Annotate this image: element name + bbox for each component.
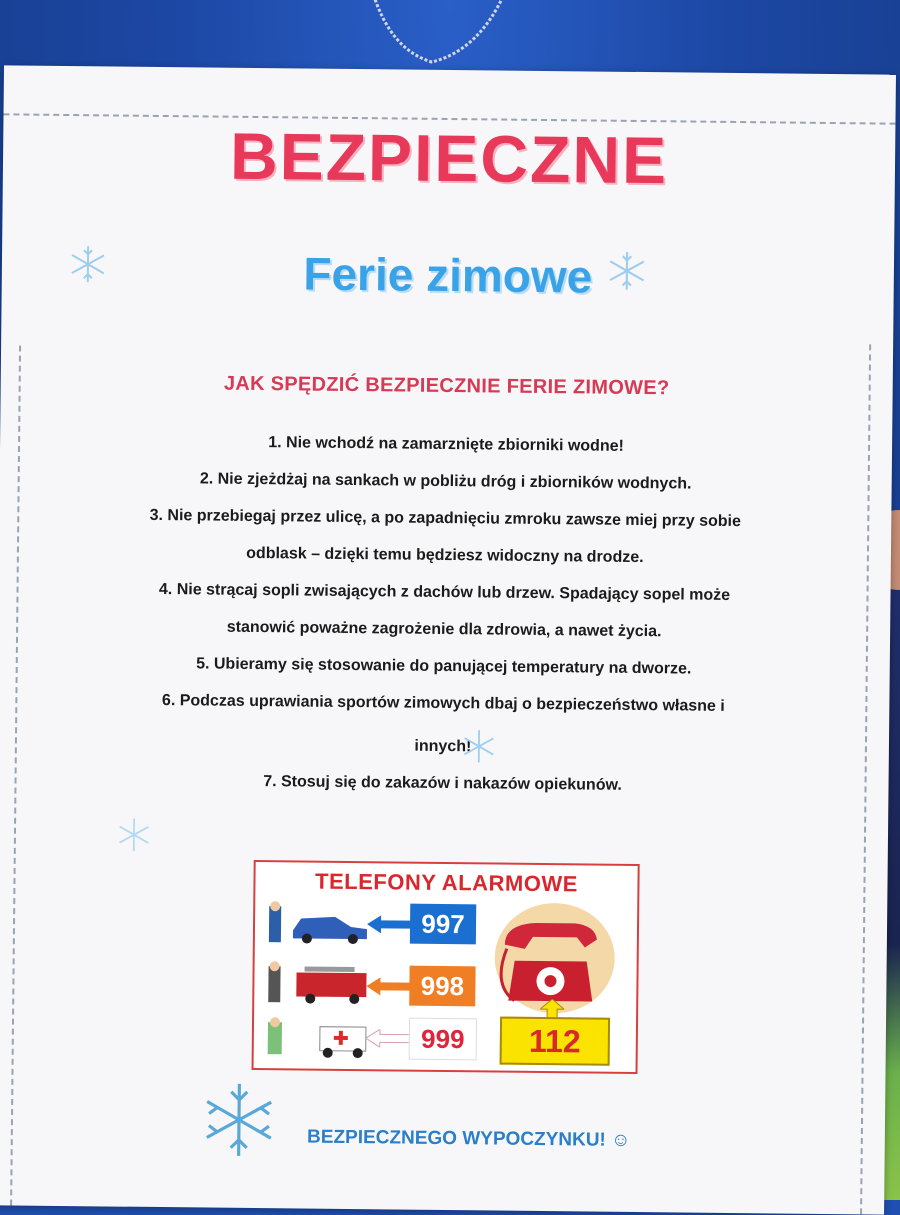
arrow-left-icon bbox=[367, 915, 411, 933]
snowflake-icon bbox=[116, 817, 152, 853]
rule-line: odblask – dzięki temu będziesz widoczny na drodze. bbox=[69, 533, 821, 578]
poster-title: BEZPIECZNE bbox=[3, 115, 896, 200]
fire-truck-icon bbox=[264, 958, 374, 1007]
snowflake-icon bbox=[606, 250, 648, 292]
cut-line-left bbox=[10, 346, 21, 1206]
poster-subtitle: Ferie zimowe bbox=[2, 243, 895, 306]
farewell-message: BEZPIECZNEGO WYPOCZYNKU! ☺ bbox=[0, 1123, 885, 1154]
ambulance-icon bbox=[264, 1014, 374, 1059]
rule-line: 6. Podczas uprawiania sportów zimowych dbaj o bezpieczeństwo własne i bbox=[67, 681, 819, 726]
rule-line: 1. Nie wchodź na zamarznięte zbiorniki wodne! bbox=[70, 422, 822, 467]
poster-sheet bbox=[0, 65, 896, 1214]
emergency-title: TELEFONY ALARMOWE bbox=[255, 868, 637, 898]
necklace-chain bbox=[370, 0, 510, 80]
arrow-left-icon bbox=[366, 1029, 410, 1047]
police-car-icon bbox=[265, 900, 375, 947]
section-question: JAK SPĘDZIĆ BEZPIECZNIE FERIE ZIMOWE? bbox=[1, 370, 893, 402]
rule-line: 2. Nie zjeżdżaj na sankach w pobliżu dróg i zbiorników wodnych. bbox=[70, 459, 822, 504]
rule-line: 7. Stosuj się do zakazów i nakazów opiekunów. bbox=[66, 761, 818, 806]
fire-number: 998 bbox=[409, 966, 475, 1007]
rule-line: innych! bbox=[67, 724, 819, 769]
cut-line-right bbox=[860, 344, 871, 1214]
rule-line: 3. Nie przebiegaj przez ulicę, a po zapadnięciu zmroku zawsze miej przy sobie bbox=[69, 496, 821, 541]
rule-line: 5. Ubieramy się stosowanie do panującej temperatury na dworze. bbox=[68, 644, 820, 689]
rule-line: 4. Nie strącaj sopli zwisających z dachów lub drzew. Spadający sopel może bbox=[68, 570, 820, 615]
police-number: 997 bbox=[410, 904, 476, 945]
rules-list bbox=[66, 422, 822, 806]
rule-line: stanowić poważne zagrożenie dla zdrowia, a nawet życia. bbox=[68, 607, 820, 652]
snowflake-icon bbox=[461, 728, 497, 764]
ambulance-number: 999 bbox=[409, 1018, 477, 1061]
emergency-numbers-box bbox=[252, 860, 640, 1074]
arrow-left-icon bbox=[366, 977, 410, 995]
general-emergency-number: 112 bbox=[500, 1017, 610, 1066]
